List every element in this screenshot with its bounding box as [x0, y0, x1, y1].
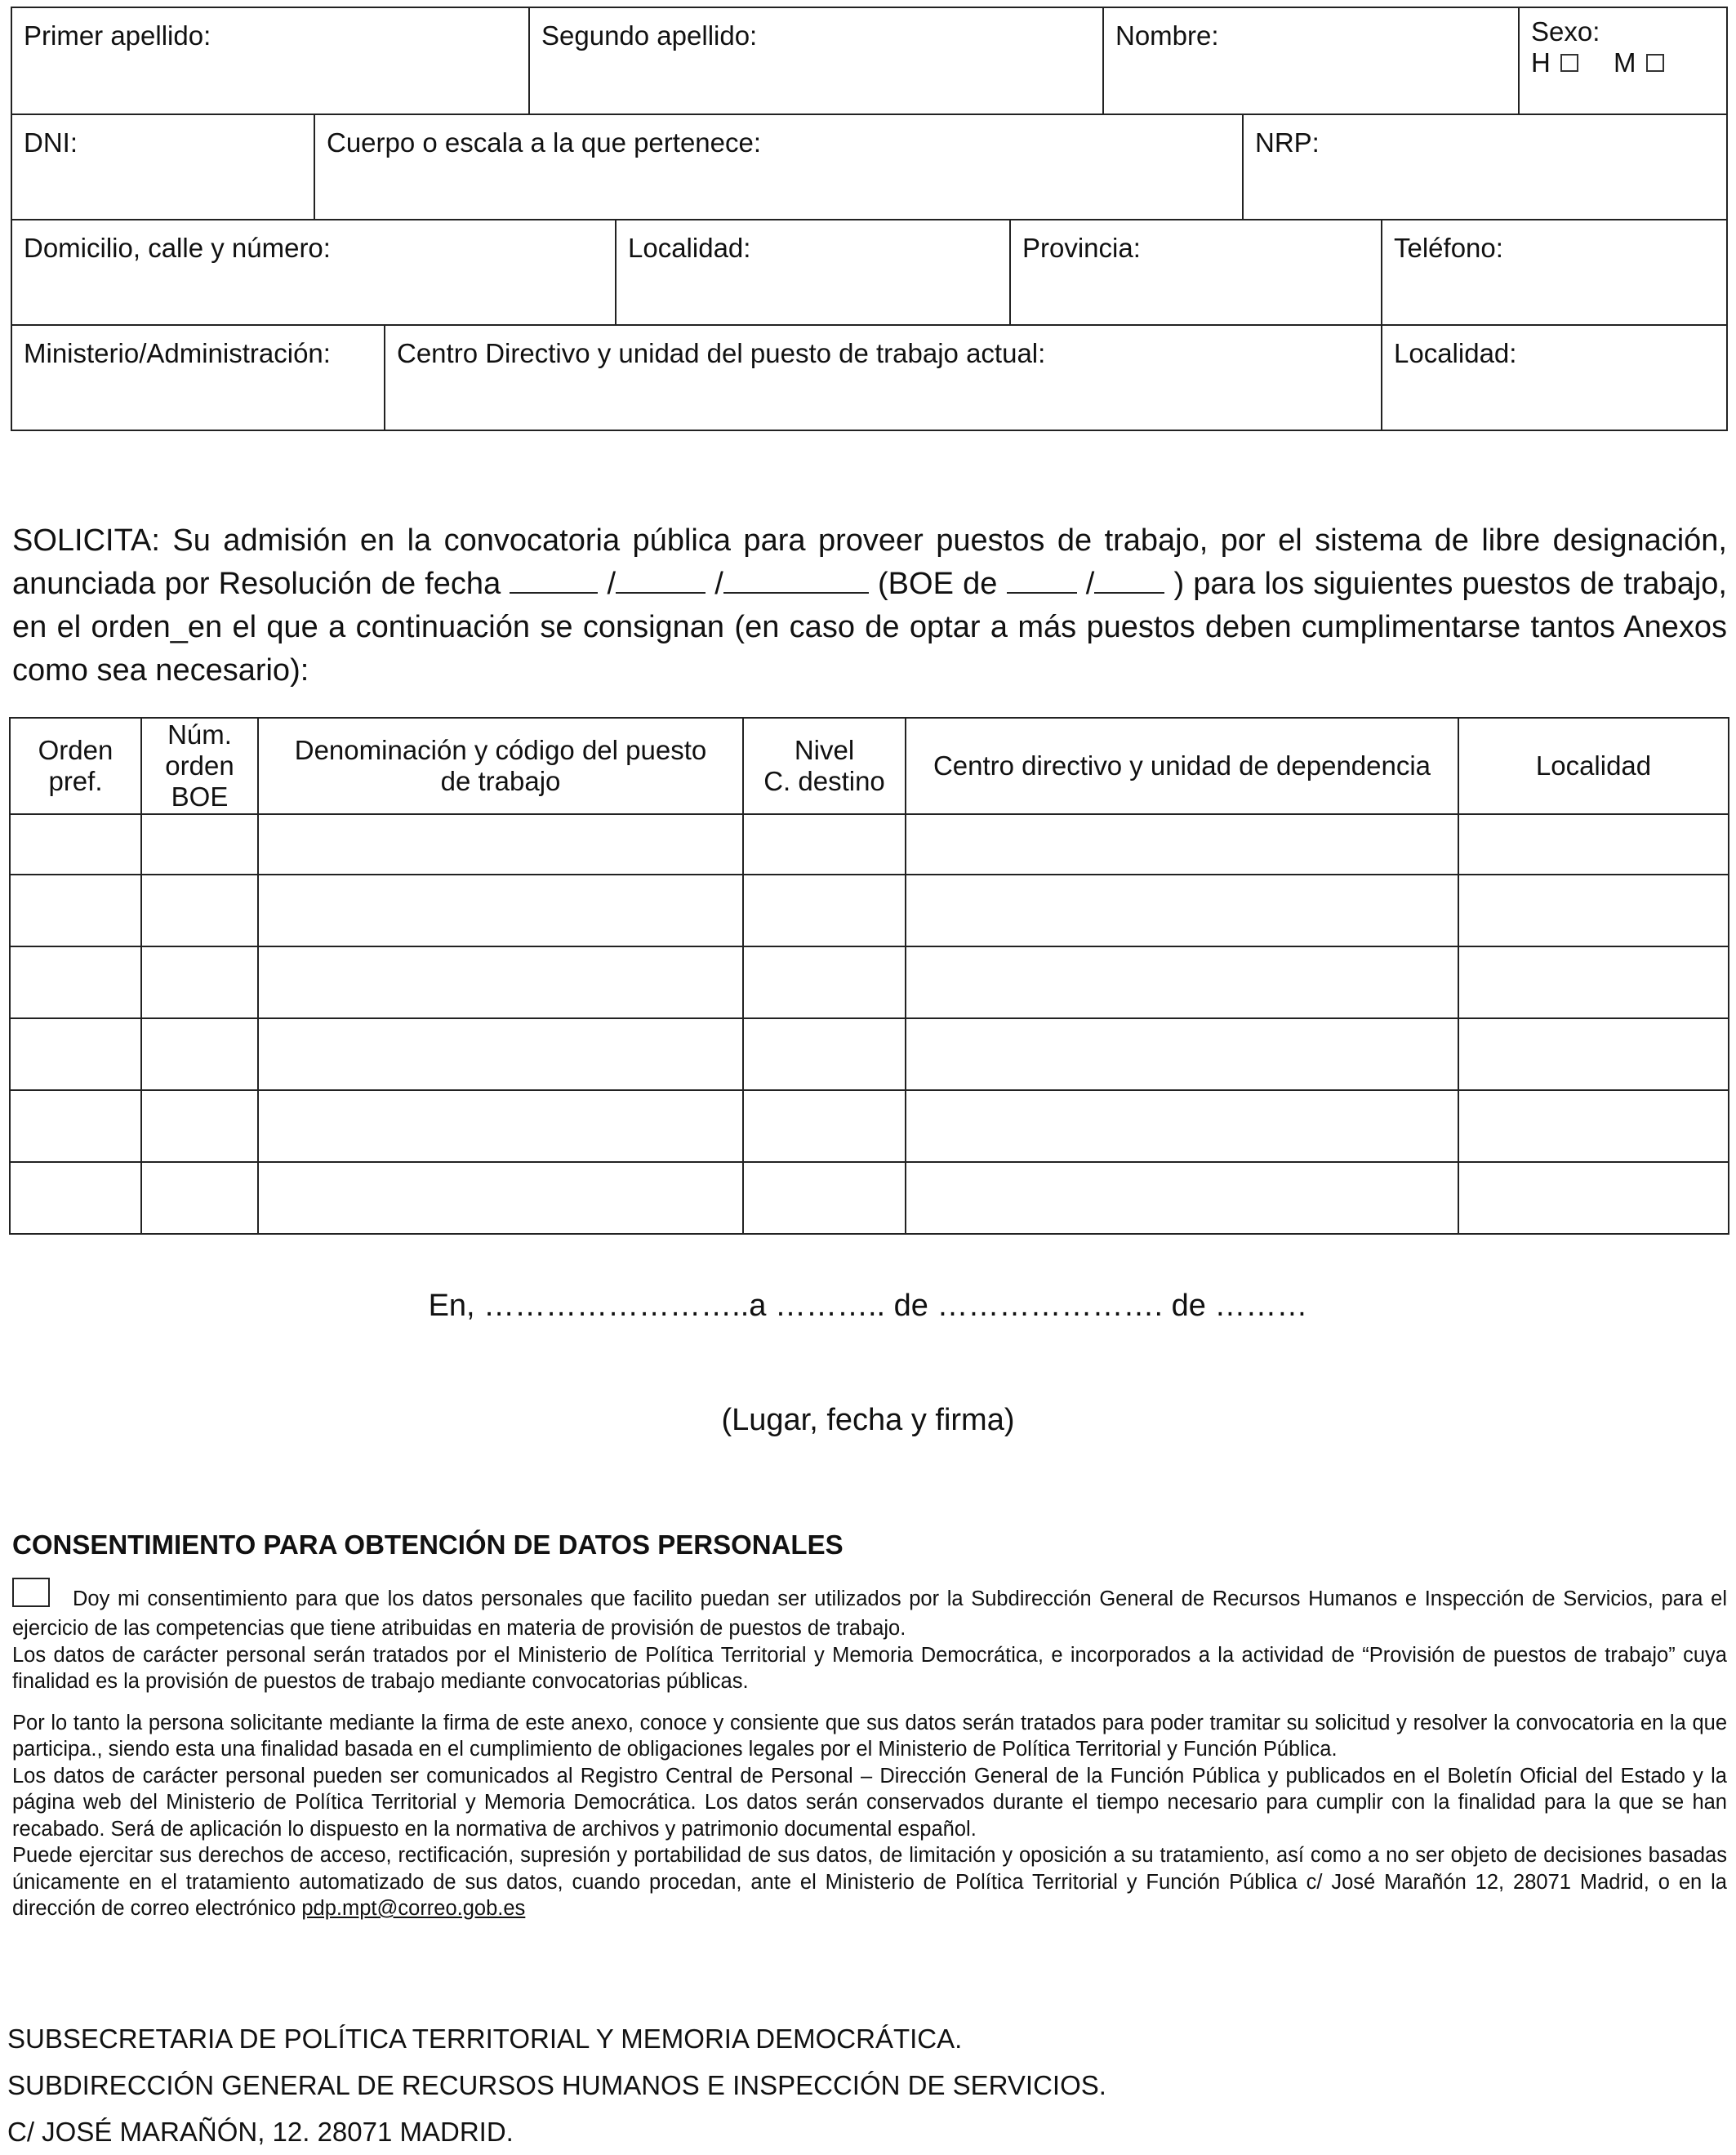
table-cell[interactable] [1458, 946, 1729, 1018]
primer-apellido-label: Primer apellido: [24, 20, 211, 51]
provincia-label: Provincia: [1022, 233, 1141, 263]
domicilio-label: Domicilio, calle y número: [24, 233, 331, 263]
consent-checkbox[interactable] [12, 1578, 50, 1607]
table-cell[interactable] [906, 1090, 1458, 1162]
consent-paragraph-1 [12, 1586, 1727, 1642]
puestos-table [9, 717, 1729, 1235]
header-orden-line2: pref. [48, 766, 103, 796]
table-cell[interactable] [906, 946, 1458, 1018]
table-cell[interactable] [906, 875, 1458, 946]
table-cell[interactable] [141, 1018, 258, 1090]
table-cell[interactable] [743, 1090, 906, 1162]
table-cell[interactable] [906, 1162, 1458, 1234]
sexo-field [1518, 8, 1726, 114]
lugar-fecha-caption: (Lugar, fecha y firma) [721, 1403, 1015, 1437]
nrp-label: NRP: [1255, 127, 1320, 158]
header-denom-line2: de trabajo [440, 766, 561, 796]
footer-line-1: SUBSECRETARIA DE POLÍTICA TERRITORIAL Y MEMORIA DEMOCRÁTICA. [7, 2024, 963, 2054]
solicita-paragraph [12, 519, 1727, 692]
telefono-label: Teléfono: [1394, 233, 1503, 263]
footer-line-3: C/ JOSÉ MARAÑÓN, 12. 28071 MADRID. [7, 2117, 514, 2147]
consent-paragraph-5 [12, 1842, 1727, 1922]
table-cell[interactable] [1458, 814, 1729, 875]
form-row-work [12, 324, 1726, 430]
slash-2: / [714, 567, 723, 601]
nombre-field[interactable] [1102, 8, 1518, 114]
personal-data-form [11, 7, 1728, 431]
table-cell[interactable] [906, 814, 1458, 875]
sexo-m-label: M [1614, 47, 1636, 78]
dni-label: DNI: [24, 127, 78, 158]
header-localidad-text: Localidad [1535, 750, 1652, 781]
header-localidad [1458, 718, 1729, 814]
table-row [10, 1162, 1729, 1234]
centro-directivo-field[interactable] [384, 326, 1381, 430]
table-cell[interactable] [906, 1018, 1458, 1090]
localidad-field[interactable] [615, 220, 1009, 324]
table-row [10, 1090, 1729, 1162]
slash-3: / [1085, 567, 1095, 601]
consent-paragraph-2: Los datos de carácter personal serán tratados por el Ministerio de Política Territorial y Memoria Democrática, e incorporados a la actividad de “Provisión de puestos de trabajo” cuya finalidad es la provisión de puestos de trabajo mediante convocatorias públicas. [12, 1643, 1727, 1693]
footer-line-2: SUBDIRECCIÓN GENERAL DE RECURSOS HUMANOS E INSPECCIÓN DE SERVICIOS. [7, 2070, 1106, 2100]
segundo-apellido-label: Segundo apellido: [541, 20, 758, 51]
footer-address [7, 2015, 1106, 2155]
header-nivel-line1: Nivel [794, 735, 855, 765]
table-cell[interactable] [141, 946, 258, 1018]
table-cell[interactable] [743, 1162, 906, 1234]
solicita-text-2: ) para los siguientes puestos de trabajo, en el orden_en el que a continuación se consignan (en caso de optar a más puestos deben cumplimentarse tantos Anexos como sea necesario): [12, 567, 1727, 688]
cuerpo-field[interactable] [314, 115, 1242, 219]
table-cell[interactable] [141, 814, 258, 875]
table-cell[interactable] [258, 1162, 743, 1234]
table-cell[interactable] [10, 1018, 141, 1090]
contact-email-link[interactable]: pdp.mpt@correo.gob.es [301, 1897, 526, 1920]
table-cell[interactable] [258, 814, 743, 875]
header-denominacion [258, 718, 743, 814]
table-cell[interactable] [258, 1018, 743, 1090]
ministerio-label: Ministerio/Administración: [24, 338, 331, 368]
table-cell[interactable] [10, 814, 141, 875]
consent-title: CONSENTIMIENTO PARA OBTENCIÓN DE DATOS PERSONALES [12, 1529, 844, 1560]
table-cell[interactable] [1458, 1090, 1729, 1162]
table-cell[interactable] [743, 1018, 906, 1090]
header-num-line2: orden [165, 750, 234, 781]
boe-open-text: (BOE de [878, 567, 998, 601]
sexo-h-label: H [1531, 47, 1551, 78]
slash-1: / [607, 567, 617, 601]
table-cell[interactable] [141, 875, 258, 946]
form-row-address [12, 219, 1726, 324]
header-num-orden-boe [141, 718, 258, 814]
header-num-line1: Núm. [167, 719, 232, 750]
header-centro-text: Centro directivo y unidad de dependencia [933, 750, 1431, 781]
header-centro-directivo [906, 718, 1458, 814]
sexo-label: Sexo: [1531, 16, 1600, 47]
consent-paragraph-4: Los datos de carácter personal pueden ser comunicados al Registro Central de Personal – Dirección General de la Función Pública y publicados en el Boletín Oficial del Estado y la página web del Ministerio de Política Territorial y Memoria Democrática. Los datos serán conservados durante el tiempo necesario para cumplir con la finalidad para la que se han recabado. Será de aplicación lo dispuesto en la normativa de archivos y patrimonio documental español. [12, 1764, 1727, 1841]
sexo-h-checkbox[interactable] [1560, 54, 1578, 72]
form-row-id [12, 114, 1726, 219]
table-cell[interactable] [10, 946, 141, 1018]
primer-apellido-field[interactable] [12, 8, 528, 114]
table-cell[interactable] [141, 1090, 258, 1162]
table-header-row [10, 718, 1729, 814]
table-cell[interactable] [258, 946, 743, 1018]
table-cell[interactable] [743, 814, 906, 875]
table-cell[interactable] [1458, 1162, 1729, 1234]
nombre-label: Nombre: [1115, 20, 1219, 51]
fecha-anio-blank[interactable] [723, 564, 869, 594]
header-num-line3: BOE [171, 781, 229, 812]
table-cell[interactable] [141, 1162, 258, 1234]
ministerio-field[interactable] [12, 326, 384, 430]
table-cell[interactable] [10, 1090, 141, 1162]
consent-paragraph-3: Por lo tanto la persona solicitante mediante la firma de este anexo, conoce y consiente que sus datos serán tratados para poder tramitar su solicitud y resolver la convocatoria en la que participa., siendo esta una finalidad basada en el cumplimiento de obligaciones legales por el Ministerio de Política Territorial y Función Pública. [12, 1711, 1727, 1761]
table-cell[interactable] [258, 1090, 743, 1162]
nrp-field[interactable] [1242, 115, 1726, 219]
table-body [10, 814, 1729, 1234]
header-denom-line1: Denominación y código del puesto [294, 735, 707, 765]
boe-dia-blank[interactable] [1007, 564, 1077, 594]
table-row [10, 946, 1729, 1018]
table-cell[interactable] [1458, 875, 1729, 946]
localidad-trabajo-label: Localidad: [1394, 338, 1517, 368]
segundo-apellido-field[interactable] [528, 8, 1102, 114]
centro-directivo-label: Centro Directivo y unidad del puesto de trabajo actual: [397, 338, 1046, 368]
localidad-trabajo-field[interactable] [1381, 326, 1726, 430]
table-row [10, 875, 1729, 946]
table-row [10, 814, 1729, 875]
fecha-mes-blank[interactable] [616, 564, 706, 594]
form-row-names [12, 8, 1726, 114]
header-nivel-line2: C. destino [763, 766, 885, 796]
consent-body [12, 1586, 1727, 1922]
header-orden-pref [10, 718, 141, 814]
table-cell[interactable] [258, 875, 743, 946]
fecha-dia-blank[interactable] [510, 564, 598, 594]
telefono-field[interactable] [1381, 220, 1726, 324]
table-cell[interactable] [743, 875, 906, 946]
header-orden-line1: Orden [38, 735, 114, 765]
consent-text-5: Puede ejercitar sus derechos de acceso, rectificación, supresión y portabilidad de sus datos, de limitación y oposición a su tratamiento, así como a no ser objeto de decisiones basadas únicamente en el tratamiento automatizado de sus datos, cuando procedan, ante el Ministerio de Política Territorial y Función Pública c/ José Marañón 12, 28071 Madrid, o en la dirección de correo electrónico [12, 1844, 1727, 1920]
cuerpo-label: Cuerpo o escala a la que pertenece: [327, 127, 762, 158]
dni-field[interactable] [12, 115, 314, 219]
domicilio-field[interactable] [12, 220, 615, 324]
solicita-text-1: SOLICITA: Su admisión en la convocatoria pública para proveer puestos de trabajo, por el sistema de libre designación, anunciada por Resolución de fecha [12, 523, 1727, 601]
consent-text-1: Doy mi consentimiento para que los datos personales que facilito puedan ser utilizados por la Subdirección General de Recursos Humanos e Inspección de Servicios, para el ejercicio de las competencias que tiene atribuidas en materia de provisión de puestos de trabajo. [12, 1587, 1727, 1640]
lugar-fecha-line: En, ……………………..a ……….. de …………………. de ……… [428, 1289, 1308, 1323]
table-cell[interactable] [10, 1162, 141, 1234]
table-cell[interactable] [1458, 1018, 1729, 1090]
sexo-m-checkbox[interactable] [1646, 54, 1664, 72]
sexo-options [1531, 47, 1715, 78]
table-cell[interactable] [743, 946, 906, 1018]
localidad-label: Localidad: [628, 233, 751, 263]
header-nivel [743, 718, 906, 814]
table-cell[interactable] [10, 875, 141, 946]
table-row [10, 1018, 1729, 1090]
boe-mes-blank[interactable] [1094, 564, 1164, 594]
provincia-field[interactable] [1009, 220, 1381, 324]
